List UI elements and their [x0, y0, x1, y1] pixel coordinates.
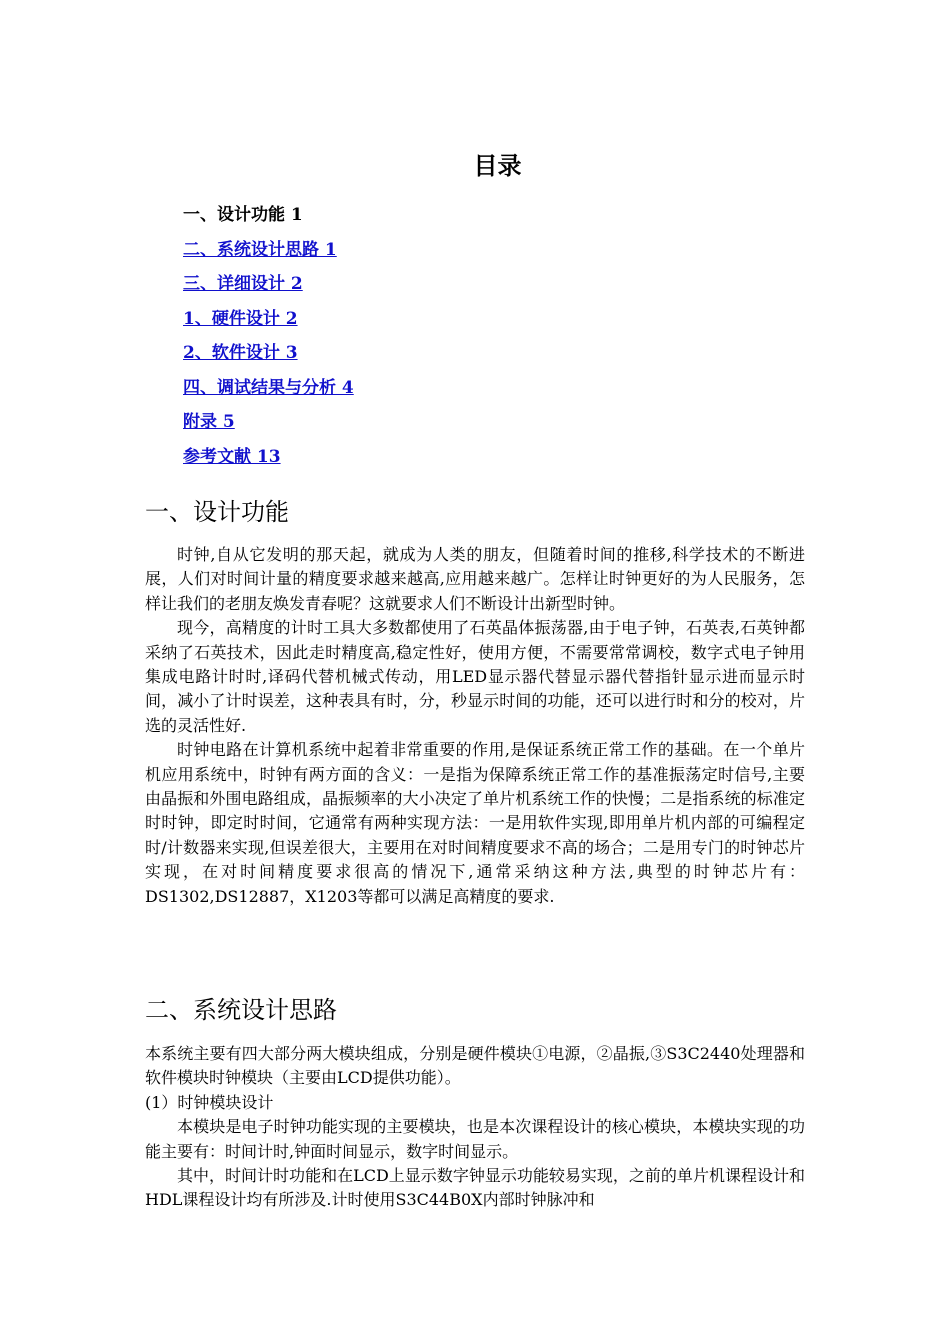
toc-link-software-design[interactable]: 2、软件设计 3 [183, 343, 298, 363]
toc-item [183, 443, 354, 478]
section2-paragraph-2: 其中，时间计时功能和在LCD上显示数字钟显示功能较易实现，之前的单片机课程设计和HDL课程设计均有所涉及.计时使用S3C44B0X内部时钟脉冲和 [145, 1166, 805, 1210]
section1-body [145, 543, 805, 909]
section2-body [145, 1042, 805, 1213]
section1-paragraph-2: 现今，高精度的计时工具大多数都使用了石英晶体振荡器,由于电子钟，石英表,石英钟都采纳了石英技术，因此走时精度高,稳定性好，使用方便，不需要常常调校，数字式电子钟用集成电路计时时,译码代替机械式传动，用LED显示器代替显示器代替指针显示进而显示时间，减小了计时误差，这种表具有时，分，秒显示时间的功能，还可以进行时和分的校对，片选的灵活性好. [145, 618, 805, 735]
toc-link-debug-results[interactable]: 四、调试结果与分析 4 [183, 377, 354, 398]
toc-item [183, 408, 354, 443]
toc-item [183, 374, 354, 409]
section2-intro: 本系统主要有四大部分两大模块组成，分别是硬件模块①电源，②晶振,③S3C2440处理器和软件模块时钟模块（主要由LCD提供功能）。 [145, 1044, 805, 1088]
toc-item [183, 236, 354, 271]
section1-heading: 一、设计功能 [145, 498, 289, 526]
toc-item [183, 339, 354, 374]
section2-heading: 二、系统设计思路 [145, 996, 337, 1024]
toc-item [183, 305, 354, 340]
section1-paragraph-3: 时钟电路在计算机系统中起着非常重要的作用,是保证系统正常工作的基础。在一个单片机应用系统中，时钟有两方面的含义：一是指为保障系统正常工作的基准振荡定时信号,主要由晶振和外围电路组成，晶振频率的大小决定了单片机系统工作的快慢；二是指系统的标准定时时钟，即定时时间，它通常有两种实现方法：一是用软件实现,即用单片机内部的可编程定时/计数器来实现,但误差很大，主要用在对时间精度要求不高的场合；二是用专门的时钟芯片实现，在对时间精度要求很高的情况下,通常采纳这种方法,典型的时钟芯片有：DS1302,DS12887，X1203等都可以满足高精度的要求. [145, 740, 805, 906]
toc-link-hardware-design[interactable]: 1、硬件设计 2 [183, 308, 298, 329]
toc-link-system-design[interactable]: 二、系统设计思路 1 [183, 239, 337, 260]
section1-paragraph-1: 时钟,自从它发明的那天起，就成为人类的朋友，但随着时间的推移,科学技术的不断进展，人们对时间计量的精度要求越来越高,应用越来越广。怎样让时钟更好的为人民服务，怎样让我们的老朋友焕发青春呢？这就要求人们不断设计出新型时钟。 [145, 545, 805, 613]
toc-title: 目录 [473, 152, 522, 180]
toc-link-references[interactable]: 参考文献 13 [183, 446, 281, 467]
toc-link-detailed-design[interactable]: 三、详细设计 2 [183, 274, 303, 294]
section2-paragraph-1: 本模块是电子时钟功能实现的主要模块，也是本次课程设计的核心模块，本模块实现的功能主要有：时间计时,钟面时间显示，数字时间显示。 [145, 1117, 805, 1161]
toc-entry-design-function: 一、设计功能 1 [183, 205, 303, 225]
section2-subheading: (1）时钟模块设计 [145, 1092, 274, 1112]
table-of-contents [183, 201, 354, 477]
toc-item [183, 270, 354, 305]
toc-link-appendix[interactable]: 附录 5 [183, 412, 235, 432]
toc-item [183, 201, 354, 236]
